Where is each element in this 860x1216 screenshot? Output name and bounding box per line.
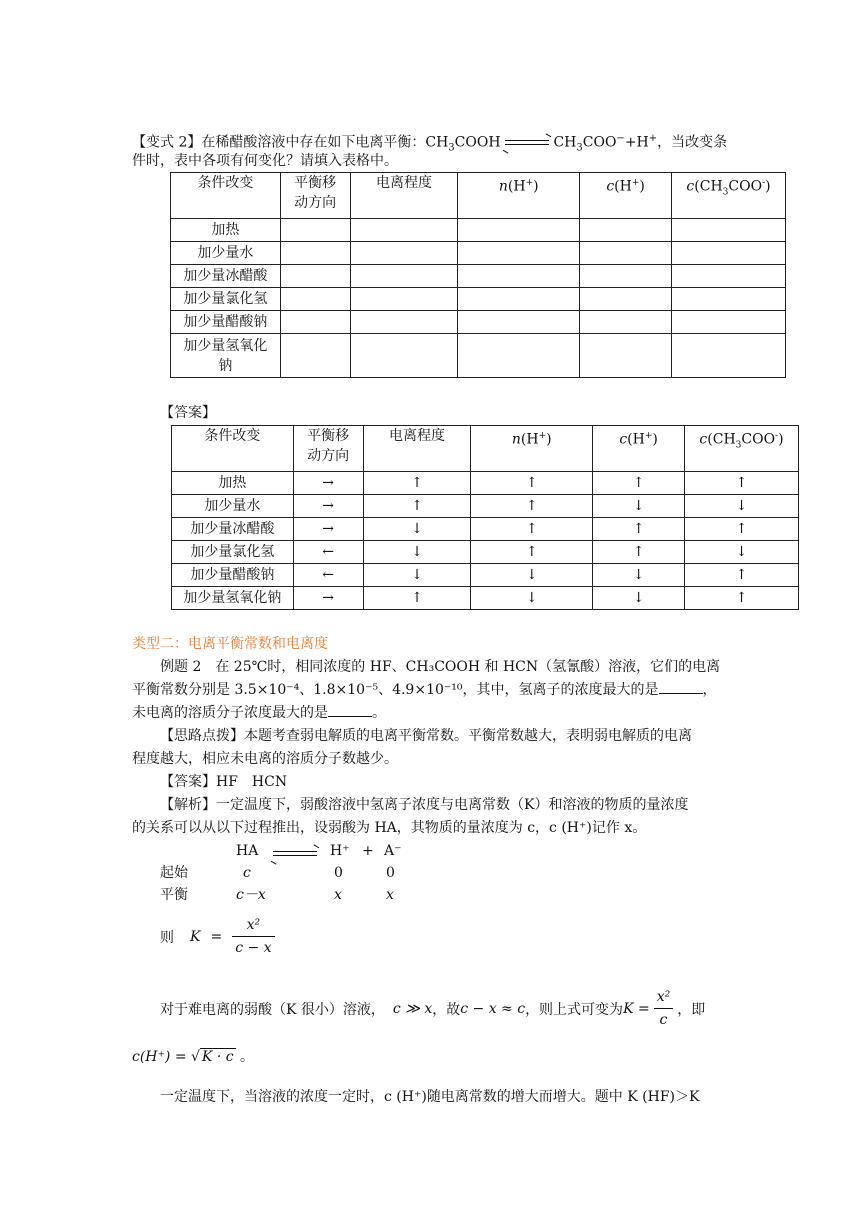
cell: ↑ <box>363 472 471 495</box>
table-row <box>171 334 786 378</box>
blank-table-header <box>171 173 786 219</box>
cell: ↑ <box>471 518 593 541</box>
example-line3-end: 。 <box>372 705 386 721</box>
equil-hplus: H⁺ <box>330 843 350 859</box>
cell: ← <box>293 564 363 587</box>
cell: → <box>293 495 363 518</box>
variant-title-b: COOH <box>454 134 501 151</box>
hint-line1: 【思路点拨】本题考查弱电解质的电离平衡常数。平衡常数越大，表明弱电解质的电离 <box>160 728 692 744</box>
equil-eq-c: c－x <box>236 887 266 903</box>
cell: ↑ <box>363 587 471 610</box>
table2-header-ch: c(H+) <box>593 426 685 472</box>
cell: ↓ <box>471 564 593 587</box>
table1-header-direction: 平衡移 动方向 <box>280 173 350 219</box>
example-line2 <box>132 679 717 701</box>
equil-eq-label: 平衡 <box>160 887 188 903</box>
table1-header-cac: $c(CH_3COO^-)$ <box>672 173 786 219</box>
equil-eq-a: x <box>386 887 394 903</box>
sqrt-icon: √ <box>191 1049 200 1065</box>
approx-line <box>160 986 705 1031</box>
formula-eq: = <box>210 928 223 945</box>
cell: ↓ <box>685 495 799 518</box>
table-row <box>171 219 786 242</box>
example-line2-text: 平衡常数分别是 3.5×10⁻⁴、1.8×10⁻⁵、4.9×10⁻¹⁰，其中，氢离子的浓度最大的是 <box>132 682 659 698</box>
cell: ↓ <box>593 564 685 587</box>
answer-blank-2 <box>328 716 372 717</box>
cell: → <box>293 587 363 610</box>
formula-fraction <box>232 914 274 959</box>
example-line1: 例题 2 在 25℃时，相同浓度的 HF、CH₃COOH 和 HCN（氢氰酸）溶液，它们的电离 <box>160 659 721 675</box>
variant-title-line2: 件时，表中各项有何变化？请填入表格中。 <box>132 153 398 169</box>
table1-row-label: 加少量醋酸钠 <box>171 311 281 334</box>
last-line: 一定温度下，当溶液的浓度一定时，c (H⁺)随电离常数的增大而增大。题中 K (HF)＞K <box>160 1089 700 1105</box>
cell: 加少量水 <box>172 495 294 518</box>
equil-start-a: 0 <box>386 865 395 881</box>
table-row <box>172 541 799 564</box>
cell: ↑ <box>471 472 593 495</box>
cell: ↑ <box>471 541 593 564</box>
table-row <box>171 288 786 311</box>
table1-row-label: 加少量氢氧化 钠 <box>171 334 281 378</box>
approx-b: c ≫ x <box>392 1000 433 1017</box>
answer-label: 【答案】 <box>160 405 216 421</box>
cell: ↑ <box>593 541 685 564</box>
table-row <box>172 564 799 587</box>
table2-header-degree: 电离程度 <box>363 426 471 472</box>
cell: ↑ <box>685 518 799 541</box>
approx-d: c − x ≈ c <box>460 1000 526 1017</box>
cell: → <box>293 518 363 541</box>
approx-c: ，故 <box>432 1001 461 1018</box>
table1-header-ch: c(H+) <box>580 173 672 219</box>
variant-title-c: CH <box>553 134 577 151</box>
table1-row-label: 加热 <box>171 219 281 242</box>
table1-header-condition: 条件改变 <box>171 173 281 219</box>
reversible-arrow-icon <box>505 138 549 148</box>
sqrt-end: 。 <box>240 1049 255 1065</box>
reversible-arrow-icon <box>273 849 317 859</box>
cell: ↑ <box>593 518 685 541</box>
table2-header-cac: $c(CH_3COO^-)$ <box>685 426 799 472</box>
table1-row-label: 加少量冰醋酸 <box>171 265 281 288</box>
formula-den: c − x <box>235 940 272 956</box>
cell: ↑ <box>363 495 471 518</box>
table-row <box>172 472 799 495</box>
table-row <box>172 495 799 518</box>
table1-row-label: 加少量氯化氢 <box>171 288 281 311</box>
answer-line: 【答案】HF HCN <box>160 774 288 790</box>
equil-eq-h: x <box>334 887 342 903</box>
cell: 加少量冰醋酸 <box>172 518 294 541</box>
cell: 加少量氢氧化钠 <box>172 587 294 610</box>
approx-den: c <box>659 1012 668 1028</box>
blank-table <box>170 172 786 378</box>
section-heading: 类型二：电离平衡常数和电离度 <box>132 636 328 652</box>
hint-line2: 程度越大，相应未电离的溶质分子数越少。 <box>132 751 398 767</box>
answer-table <box>171 425 799 610</box>
table1-row-label: 加少量水 <box>171 242 281 265</box>
example-line3-text: 未电离的溶质分子浓度最大的是 <box>132 705 328 721</box>
cell: ↓ <box>685 541 799 564</box>
analysis-line1: 【解析】一定温度下，弱酸溶液中氢离子浓度与电离常数（K）和溶液的物质的量浓度 <box>160 797 689 813</box>
equil-ha: HA <box>236 843 259 859</box>
approx-g: ，即 <box>677 1001 706 1018</box>
cell: ↑ <box>593 472 685 495</box>
approx-fraction <box>654 986 674 1031</box>
cell: ↓ <box>593 495 685 518</box>
approx-a: 对于难电离的弱酸（K 很小）溶液， <box>160 1001 385 1018</box>
variant-title: 【变式 2】在稀醋酸溶液中存在如下电离平衡：$CH_3COOH$ $CH_3COO^-+H^+$，当改变条 <box>132 133 728 154</box>
example-line3 <box>132 702 386 724</box>
cell: ↓ <box>363 541 471 564</box>
cell: 加少量氯化氢 <box>172 541 294 564</box>
table-row <box>172 518 799 541</box>
equil-start-c: c <box>243 865 251 881</box>
table1-header-degree: 电离程度 <box>350 173 458 219</box>
equil-start-h: 0 <box>334 865 343 881</box>
cell: ↑ <box>685 472 799 495</box>
cell: → <box>293 472 363 495</box>
cell: ↓ <box>363 518 471 541</box>
variant-title-e: +H <box>624 134 649 151</box>
approx-e: ，则上式可变为 <box>525 1001 624 1018</box>
variant-title-a: 【变式 2】在稀醋酸溶液中存在如下电离平衡：CH <box>132 134 449 151</box>
answer-blank-1 <box>659 693 703 694</box>
cell: ↑ <box>471 495 593 518</box>
cell: ↑ <box>685 587 799 610</box>
cell: ↑ <box>685 564 799 587</box>
equil-plus: + <box>362 843 374 859</box>
equil-start-label: 起始 <box>160 865 188 881</box>
variant-title-d: COO <box>582 134 617 151</box>
sqrt-radicand: K · c <box>201 1049 234 1065</box>
table-row <box>172 587 799 610</box>
table2-header-condition: 条件改变 <box>172 426 294 472</box>
cell: ↓ <box>471 587 593 610</box>
cell: ↓ <box>363 564 471 587</box>
analysis-line2: 的关系可以从以下过程推出，设弱酸为 HA，其物质的量浓度为 c，c (H⁺)记作 x。 <box>132 820 647 836</box>
approx-num: x² <box>654 986 674 1009</box>
table2-header-nh: n(H+) <box>471 426 593 472</box>
sqrt-lhs: c(H⁺) = <box>132 1049 187 1065</box>
equil-aminus: A⁻ <box>384 843 402 859</box>
table2-header-direction: 平衡移 动方向 <box>293 426 363 472</box>
table-row <box>171 265 786 288</box>
sqrt-line <box>132 1046 254 1068</box>
answer-table-header <box>172 426 799 472</box>
example-line2-end: ， <box>702 682 717 698</box>
cell: 加少量醋酸钠 <box>172 564 294 587</box>
cell: ← <box>293 541 363 564</box>
approx-f: K = <box>623 1000 650 1017</box>
formula-k: K <box>190 928 201 945</box>
table1-header-nh: n(H+) <box>458 173 580 219</box>
cell: 加热 <box>172 472 294 495</box>
variant-title-f: ，当改变条 <box>657 134 728 151</box>
cell: ↓ <box>593 587 685 610</box>
formula-num: x² <box>232 914 274 937</box>
formula-ze: 则 <box>160 929 174 946</box>
table-row <box>171 242 786 265</box>
table-row <box>171 311 786 334</box>
k-formula <box>160 914 275 959</box>
